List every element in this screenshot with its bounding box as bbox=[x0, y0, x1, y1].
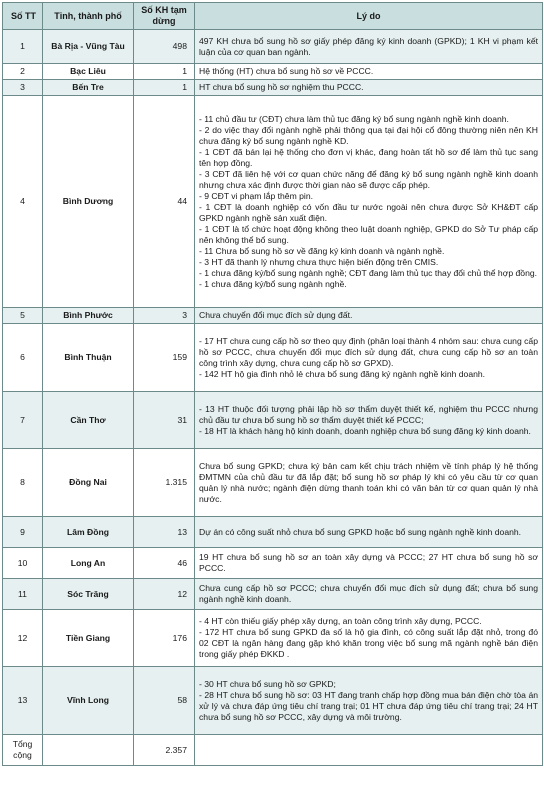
row-reason bbox=[195, 610, 543, 667]
row-stt: 4 bbox=[3, 96, 43, 308]
row-reason bbox=[195, 80, 543, 96]
row-reason bbox=[195, 517, 543, 548]
table-row bbox=[3, 667, 543, 735]
reason-line: - 1 CĐT đã bán lại hệ thống cho đơn vị khác, đang hoàn tất hồ sơ để làm thủ tục sang tên hợp đồng. bbox=[199, 146, 538, 168]
reason-line: - 1 CĐT là doanh nghiệp có vốn đầu tư nước ngoài nên chưa được Sở KH&ĐT cấp GPKD ngành nghề sản xuất điện. bbox=[199, 201, 538, 223]
row-province: Bình Phước bbox=[43, 308, 134, 324]
reason-line: - 28 HT chưa bổ sung hồ sơ: 03 HT đang tranh chấp hợp đồng mua bán điện chờ tòa án xử lý và chưa đáp ứng tiêu chí trang trại; 01 HT chưa đáp ứng tiêu chí trang trại; 24 HT chưa bổ sung hồ sơ PCCC, xây dựng và môi trường. bbox=[199, 689, 538, 722]
table-row bbox=[3, 30, 543, 64]
table-row bbox=[3, 548, 543, 579]
row-stt: 12 bbox=[3, 610, 43, 667]
reason-line: - 4 HT còn thiếu giấy phép xây dựng, an toàn công trình xây dựng, PCCC. bbox=[199, 616, 482, 626]
reason-line: - 1 chưa đăng ký/bổ sung ngành nghề; CĐT đang làm thủ tục thay đổi chủ thể hợp đồng. bbox=[199, 267, 538, 278]
reason-line: - 11 chủ đầu tư (CĐT) chưa làm thủ tục đăng ký bổ sung ngành nghề kinh doanh. bbox=[199, 113, 509, 124]
total-province-empty bbox=[43, 735, 134, 766]
table-row bbox=[3, 80, 543, 96]
row-stt: 3 bbox=[3, 80, 43, 96]
reason-line: - 11 Chưa bổ sung hồ sơ về đăng ký kinh doanh và ngành nghề. bbox=[199, 245, 445, 256]
total-row bbox=[3, 735, 543, 766]
header-stt: Số TT bbox=[3, 3, 43, 30]
reason-line: - 9 CĐT vi phạm lắp thêm pin. bbox=[199, 190, 313, 201]
row-suspended-count: 159 bbox=[134, 324, 195, 392]
table-row bbox=[3, 64, 543, 80]
row-province: Bạc Liêu bbox=[43, 64, 134, 80]
row-province: Lâm Đồng bbox=[43, 517, 134, 548]
reason-line: - 30 HT chưa bổ sung hồ sơ GPKD; bbox=[199, 678, 336, 689]
reason-line: - 172 HT chưa bổ sung GPKD đa số là hộ gia đình, có công suất lắp đặt nhỏ, trong đó 02 CĐT là ngân hàng đang gặp khó khăn trong việc bổ sung mã ngành nghề bán điện trong giấy phép ĐKKD . bbox=[199, 627, 538, 659]
row-suspended-count: 176 bbox=[134, 610, 195, 667]
reason-line: - 1 CĐT là tổ chức hoạt động không theo luật doanh nghiệp, GPKD do Sở Tư pháp cấp nên không thể bổ sung. bbox=[199, 223, 538, 245]
row-suspended-count: 58 bbox=[134, 667, 195, 735]
table-row bbox=[3, 392, 543, 449]
row-reason bbox=[195, 30, 543, 64]
row-reason bbox=[195, 96, 543, 308]
row-suspended-count: 1 bbox=[134, 80, 195, 96]
reason-line: Chưa chuyển đổi mục đích sử dụng đất. bbox=[199, 310, 353, 320]
row-suspended-count: 31 bbox=[134, 392, 195, 449]
row-province: Đồng Nai bbox=[43, 449, 134, 517]
total-suspended-count: 2.357 bbox=[134, 735, 195, 766]
table-row bbox=[3, 517, 543, 548]
table-row bbox=[3, 579, 543, 610]
reason-line: 19 HT chưa bổ sung hồ sơ an toàn xây dựng và PCCC; 27 HT chưa bổ sung hồ sơ PCCC. bbox=[199, 552, 538, 573]
row-stt: 10 bbox=[3, 548, 43, 579]
row-reason bbox=[195, 392, 543, 449]
row-reason bbox=[195, 324, 543, 392]
row-province: Cần Thơ bbox=[43, 392, 134, 449]
row-suspended-count: 12 bbox=[134, 579, 195, 610]
table-row bbox=[3, 610, 543, 667]
reason-line: 497 KH chưa bổ sung hồ sơ giấy phép đăng ký kinh doanh (GPKD); 1 KH vi phạm kết luận của cơ quan ban ngành. bbox=[199, 35, 538, 57]
row-stt: 11 bbox=[3, 579, 43, 610]
total-reason-empty bbox=[195, 735, 543, 766]
table-row bbox=[3, 96, 543, 308]
reason-line: HT chưa bổ sung hồ sơ nghiệm thu PCCC. bbox=[199, 82, 364, 92]
row-reason bbox=[195, 449, 543, 517]
header-suspended-count: Số KH tạm dừng bbox=[134, 3, 195, 30]
reason-line: Chưa cung cấp hồ sơ PCCC; chưa chuyển đổi mục đích sử dụng đất; chưa bổ sung ngành nghề kinh doanh. bbox=[199, 583, 538, 604]
reason-line: Dự án có công suất nhỏ chưa bổ sung GPKD hoặc bổ sung ngành nghề kinh doanh. bbox=[199, 526, 522, 537]
row-province: Long An bbox=[43, 548, 134, 579]
row-stt: 1 bbox=[3, 30, 43, 64]
row-province: Bến Tre bbox=[43, 80, 134, 96]
reason-line: - 13 HT thuộc đối tượng phải lập hồ sơ thẩm duyệt thiết kế, nghiệm thu PCCC nhưng chủ đầu tư chưa bổ sung hồ sơ thẩm duyệt thiết kế PCCC; bbox=[199, 403, 538, 425]
table-row bbox=[3, 308, 543, 324]
row-province: Bình Thuận bbox=[43, 324, 134, 392]
reason-line: - 142 HT hộ gia đình nhỏ lẻ chưa bổ sung đăng ký ngành nghề kinh doanh. bbox=[199, 368, 486, 379]
row-province: Bình Dương bbox=[43, 96, 134, 308]
row-reason bbox=[195, 64, 543, 80]
total-label: Tổng cộng bbox=[3, 735, 43, 766]
table-header-row bbox=[3, 3, 543, 30]
row-reason bbox=[195, 308, 543, 324]
row-stt: 2 bbox=[3, 64, 43, 80]
row-stt: 13 bbox=[3, 667, 43, 735]
row-province: Sóc Trăng bbox=[43, 579, 134, 610]
row-suspended-count: 3 bbox=[134, 308, 195, 324]
row-province: Vĩnh Long bbox=[43, 667, 134, 735]
table-body bbox=[3, 30, 543, 766]
reason-line: - 3 CĐT đã liên hệ với cơ quan chức năng để đăng ký bổ sung ngành nghề kinh doanh nhưng chưa xác định được thời gian nào sẽ được cấp phép. bbox=[199, 168, 538, 190]
row-reason bbox=[195, 548, 543, 579]
reason-line: Hệ thống (HT) chưa bổ sung hồ sơ về PCCC. bbox=[199, 66, 374, 76]
row-province: Bà Rịa - Vũng Tàu bbox=[43, 30, 134, 64]
reason-line: - 17 HT chưa cung cấp hồ sơ theo quy định (phân loại thành 4 nhóm sau: chưa cung cấp hồ sơ PCCC, chưa chuyển đổi mục đích sử dụng đất, chưa cung cấp hồ sơ an toàn công trình xây dựng, chưa cung cấp hồ sơ GPXD). bbox=[199, 335, 538, 368]
row-stt: 9 bbox=[3, 517, 43, 548]
row-reason bbox=[195, 579, 543, 610]
row-stt: 7 bbox=[3, 392, 43, 449]
reason-line: - 1 chưa đăng ký/bổ sung ngành nghề. bbox=[199, 278, 347, 289]
table-row bbox=[3, 449, 543, 517]
row-suspended-count: 498 bbox=[134, 30, 195, 64]
row-suspended-count: 46 bbox=[134, 548, 195, 579]
reason-line: - 2 do việc thay đổi ngành nghề phải thông qua tại đại hội cổ đông thường niên nên KH chưa đăng ký bổ sung ngành nghề KD. bbox=[199, 124, 538, 146]
reason-line: - 18 HT là khách hàng hộ kinh doanh, doanh nghiệp chưa bổ sung đăng ký kinh doanh. bbox=[199, 425, 531, 436]
reason-line: Chưa bổ sung GPKD; chưa ký bản cam kết chịu trách nhiệm về tính pháp lý hệ thống ĐMTMN của chủ đầu tư đã lắp đặt; bổ sung hồ sơ pháp lý khi có yêu cầu từ cơ quan quản lý nhà nước; ngành điện dừng thanh toán khi có văn bản từ cơ quan quản lý nhà nước. bbox=[199, 460, 538, 504]
row-stt: 6 bbox=[3, 324, 43, 392]
suspended-customers-table-container bbox=[2, 2, 542, 766]
suspended-customers-table bbox=[2, 2, 543, 766]
table-row bbox=[3, 324, 543, 392]
row-suspended-count: 1.315 bbox=[134, 449, 195, 517]
row-suspended-count: 44 bbox=[134, 96, 195, 308]
header-province: Tỉnh, thành phố bbox=[43, 3, 134, 30]
row-suspended-count: 1 bbox=[134, 64, 195, 80]
row-stt: 8 bbox=[3, 449, 43, 517]
row-reason bbox=[195, 667, 543, 735]
reason-line: - 3 HT đã thanh lý nhưng chưa thực hiện biến động trên CMIS. bbox=[199, 256, 439, 267]
row-province: Tiền Giang bbox=[43, 610, 134, 667]
row-stt: 5 bbox=[3, 308, 43, 324]
header-reason: Lý do bbox=[195, 3, 543, 30]
row-suspended-count: 13 bbox=[134, 517, 195, 548]
